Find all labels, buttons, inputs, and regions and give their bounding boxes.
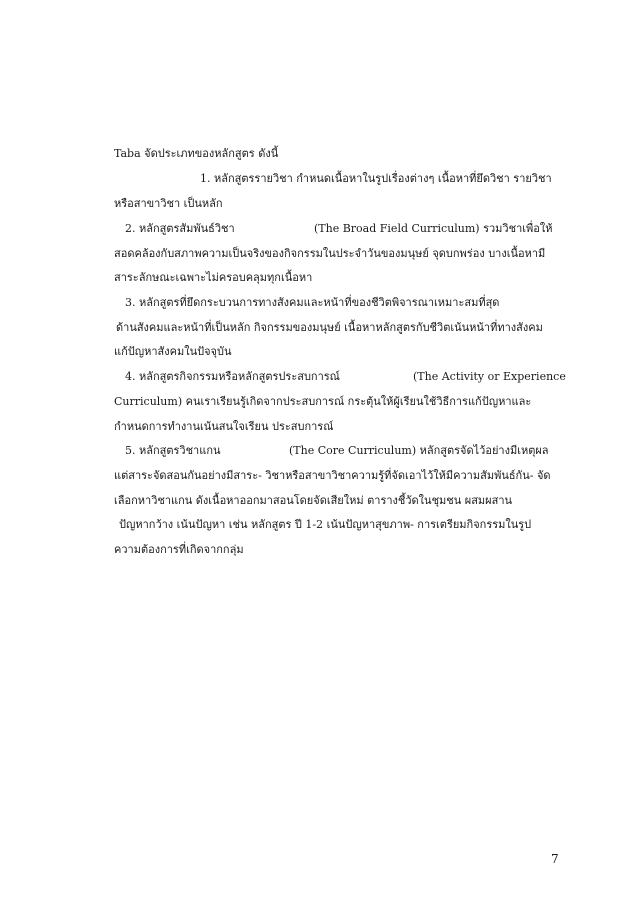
text-line-item2-head: 2. หลักสูตรสัมพันธ์วิชา xyxy=(125,222,235,235)
text-line-item5-head: 5. หลักสูตรวิชาแกน xyxy=(125,444,221,457)
text-line-item4-cont2: กำหนดการทำงานเน้นสนใจเรียน ประสบการณ์ xyxy=(114,420,334,433)
text-line-item5-cont3: ปัญหากว้าง เน้นปัญหา เช่น หลักสูตร ปี 1-2 เน้นปัญหาสุขภาพ- การเตรียมกิจกรรมในรูป xyxy=(119,518,532,531)
text-line-item4-cont1: Curriculum) คนเราเรียนรู้เกิดจากประสบการณ์ กระตุ้นให้ผู้เรียนใช้วิธีการแก้ปัญหาและ xyxy=(114,395,532,408)
text-line-item1-cont: หรือสาขาวิชา เป็นหลัก xyxy=(114,197,223,210)
text-line-item5-cont1: แต่สาระจัดสอนกันอย่างมีสาระ- วิชาหรือสาขาวิชาความรู้ที่จัดเอาไว้ให้มีความสัมพันธ์กัน- จัด xyxy=(114,469,551,482)
text-line-item2-cont1: สอดคล้องกับสภาพความเป็นจริงของกิจกรรมในประจำวันของมนุษย์ จุดบกพร่อง บางเนื้อหามี xyxy=(114,247,546,260)
text-line-item3: 3. หลักสูตรที่ยึดกระบวนการทางสังคมและหน้าที่ของชีวิตพิจารณาเหมาะสมที่สุด xyxy=(125,296,500,309)
text-line-item4-english: (The Activity or Experience xyxy=(413,370,566,383)
text-line-item2-cont2: สาระลักษณะเฉพาะไม่ครอบคลุมทุกเนื้อหา xyxy=(114,271,313,284)
page-number: 7 xyxy=(551,852,559,866)
text-line-item3-cont2: แก้ปัญหาสังคมในปัจจุบัน xyxy=(114,345,232,358)
text-line-item1: 1. หลักสูตรรายวิชา กำหนดเนื้อหาในรูปเรื่องต่างๆ เนื้อหาที่ยึดวิชา รายวิชา xyxy=(200,172,552,185)
text-line-item5-english: (The Core Curriculum) หลักสูตรจัดไว้อย่างมีเหตุผล xyxy=(289,444,549,457)
text-line-item3-cont1: ด้านสังคมและหน้าที่เป็นหลัก กิจกรรมของมนุษย์ เนื้อหาหลักสูตรกับชีวิตเน้นหน้าที่ทางสังคม xyxy=(116,321,543,334)
text-line-item2-english: (The Broad Field Curriculum) รวมวิชาเพื่อให้ xyxy=(314,222,553,235)
text-line-item5-cont2: เลือกหาวิชาแกน ดังเนื้อหาออกมาสอนโดยจัดเสียใหม่ ตารางชี้วัดในชุมชน ผสมผสาน xyxy=(114,494,513,507)
text-line-intro: Taba จัดประเภทของหลักสูตร ดังนี้ xyxy=(114,147,279,160)
text-line-item5-cont4: ความต้องการที่เกิดจากกลุ่ม xyxy=(114,543,244,556)
text-line-item4-head: 4. หลักสูตรกิจกรรมหรือหลักสูตรประสบการณ์ xyxy=(125,370,340,383)
